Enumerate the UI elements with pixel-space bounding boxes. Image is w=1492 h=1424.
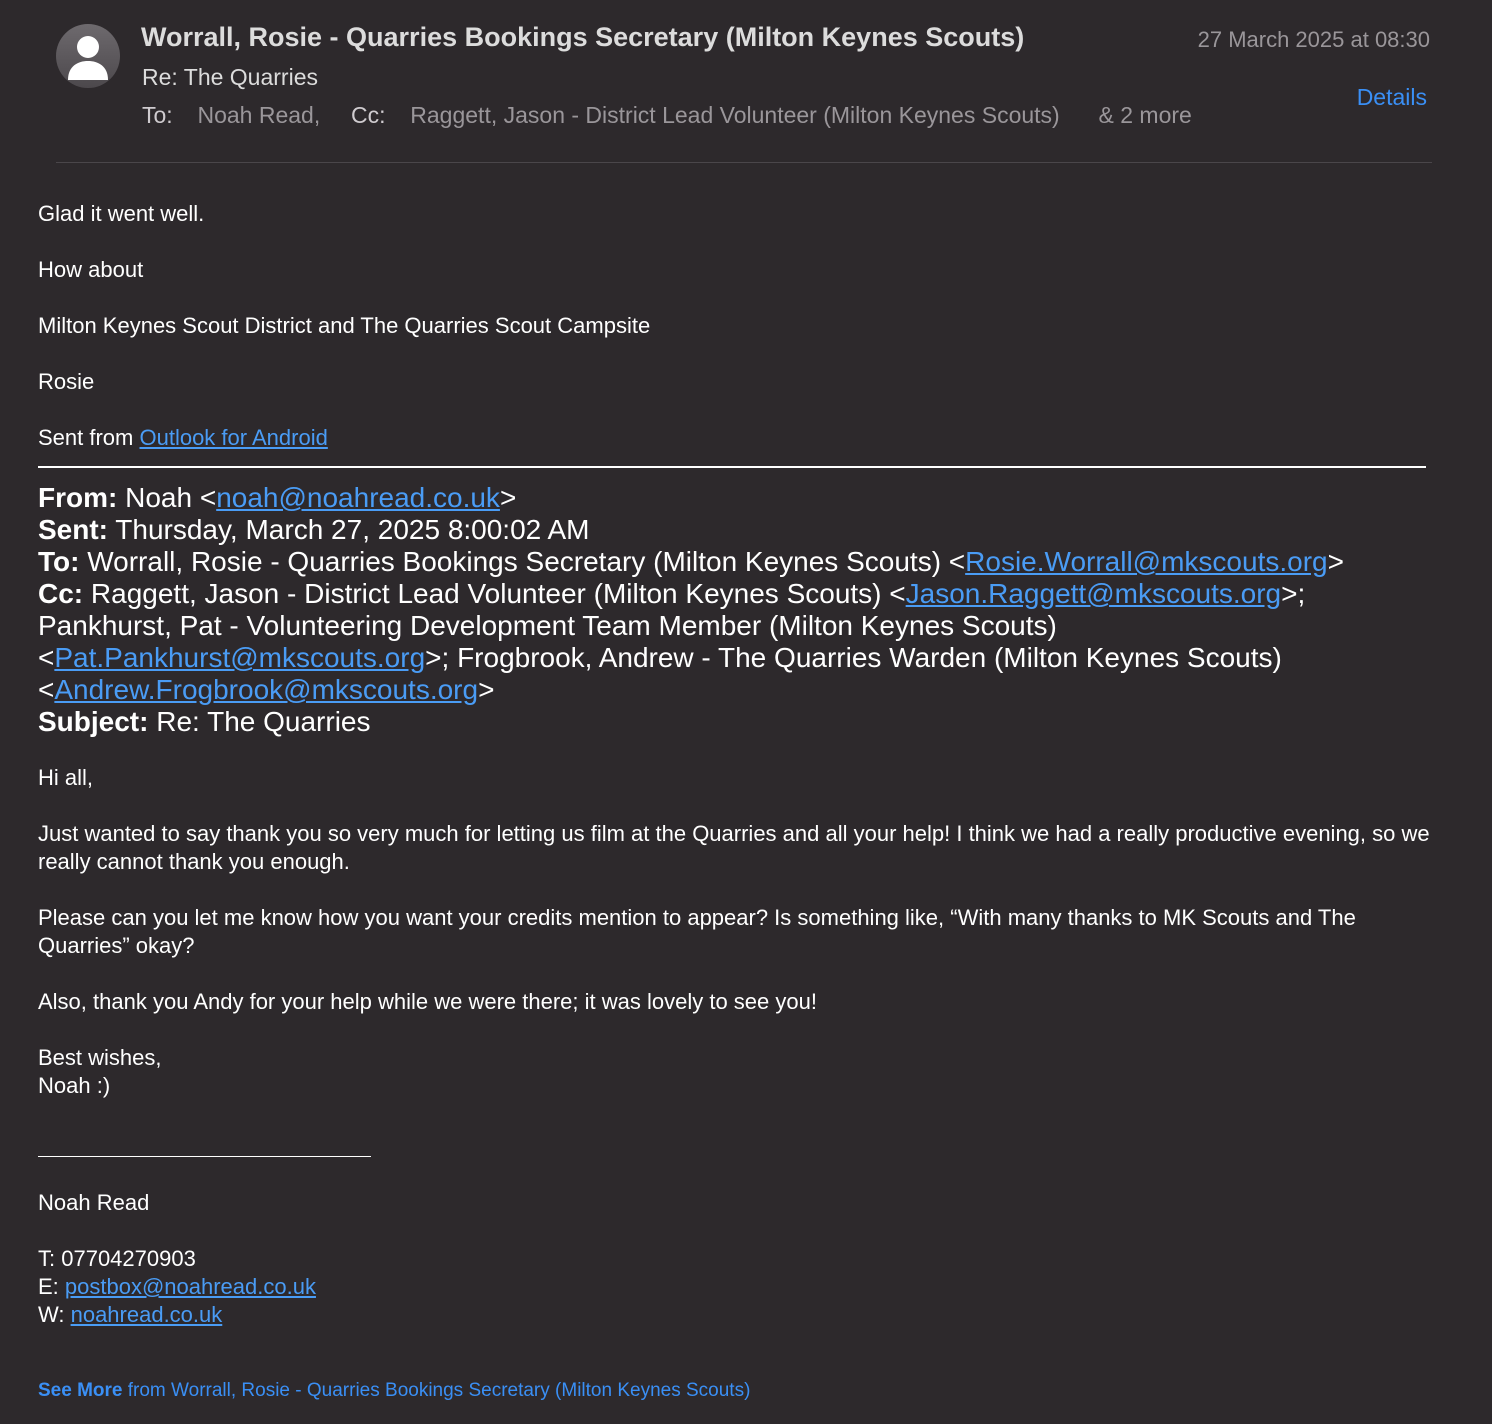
quoted-sent: Sent: Thursday, March 27, 2025 8:00:02 AM: [38, 514, 590, 545]
quoted-header: [38, 482, 1438, 738]
cc-email-link[interactable]: Pat.Pankhurst@mkscouts.org: [54, 642, 426, 673]
quoted-to: To: Worrall, Rosie - Quarries Bookings Secretary (Milton Keynes Scouts) <Rosie.Worrall@mkscouts.org>: [38, 546, 1344, 577]
outlook-android-link[interactable]: Outlook for Android: [139, 425, 328, 450]
message-body: [38, 200, 1438, 1329]
see-more-link[interactable]: See More from Worrall, Rosie - Quarries Bookings Secretary (Milton Keynes Scouts): [38, 1380, 751, 1401]
quoted-from: From: Noah <noah@noahread.co.uk>: [38, 482, 517, 513]
quoted-cc: Cc: Raggett, Jason - District Lead Volunteer (Milton Keynes Scouts) <Jason.Raggett@mkscouts.org>; Pankhurst, Pat - Volunteering Development Team Member (Milton Keynes Scouts) <Pat.Pankhurst@mkscouts.org>; Frogbrook, Andrew - The Quarries Warden (Milton Keynes Scouts) <Andrew.Frogbrook@mkscouts.org>: [38, 578, 1306, 705]
person-icon: [56, 24, 120, 88]
signature-contact: [38, 1245, 1438, 1329]
message-subject: Re: The Quarries: [142, 64, 318, 90]
sent-from-text: Sent from: [38, 425, 140, 450]
sender-name[interactable]: Worrall, Rosie - Quarries Bookings Secretary (Milton Keynes Scouts): [141, 22, 1025, 52]
signature-email-link[interactable]: postbox@noahread.co.uk: [64, 1274, 316, 1299]
to-recipient[interactable]: Noah Read,: [197, 102, 321, 128]
sent-from-line: [38, 424, 1438, 452]
quoted-paragraph: Also, thank you Andy for your help while we were there; it was lovely to see you!: [38, 989, 817, 1014]
cc-recipient[interactable]: Raggett, Jason - District Lead Volunteer (Milton Keynes Scouts): [410, 102, 1060, 128]
header-divider: [56, 162, 1432, 163]
details-button[interactable]: Details: [1356, 84, 1427, 110]
quote-divider: [38, 466, 1426, 468]
cc-label: Cc:: [351, 102, 386, 128]
quoted-subject: Subject: Re: The Quarries: [38, 706, 371, 737]
to-label: To:: [142, 102, 173, 128]
reply-line: How about: [38, 257, 144, 282]
cc-email-link[interactable]: Andrew.Frogbrook@mkscouts.org: [54, 674, 479, 705]
quoted-paragraph: Just wanted to say thank you so very much for letting us film at the Quarries and all your help! I think we had a really productive evening, so we really cannot thank you enough.: [38, 821, 1430, 874]
signature-name: Noah Read: [38, 1190, 150, 1215]
from-email-link[interactable]: noah@noahread.co.uk: [216, 482, 500, 513]
quoted-greeting: Hi all,: [38, 765, 94, 790]
signature-email: E: postbox@noahread.co.uk: [38, 1274, 316, 1299]
reply-line: Milton Keynes Scout District and The Quarries Scout Campsite: [38, 313, 651, 338]
message-date: 27 March 2025 at 08:30: [1197, 27, 1430, 52]
message-header: [0, 0, 1492, 164]
signature-web-link[interactable]: noahread.co.uk: [70, 1302, 223, 1327]
quoted-signoff: Best wishes, Noah :): [38, 1045, 162, 1098]
cc-email-link[interactable]: Jason.Raggett@mkscouts.org: [905, 578, 1282, 609]
more-recipients[interactable]: & 2 more: [1098, 102, 1192, 128]
signature-divider: [38, 1156, 371, 1157]
to-email-link[interactable]: Rosie.Worrall@mkscouts.org: [965, 546, 1328, 577]
reply-line: Glad it went well.: [38, 201, 205, 226]
recipients-line: [142, 102, 1192, 129]
signature-web: W: noahread.co.uk: [38, 1302, 223, 1327]
reply-line: Rosie: [38, 369, 95, 394]
signature-phone: T: 07704270903: [38, 1246, 196, 1271]
quoted-paragraph: Please can you let me know how you want your credits mention to appear? Is something like, “With many thanks to MK Scouts and The Quarries” okay?: [38, 905, 1356, 958]
